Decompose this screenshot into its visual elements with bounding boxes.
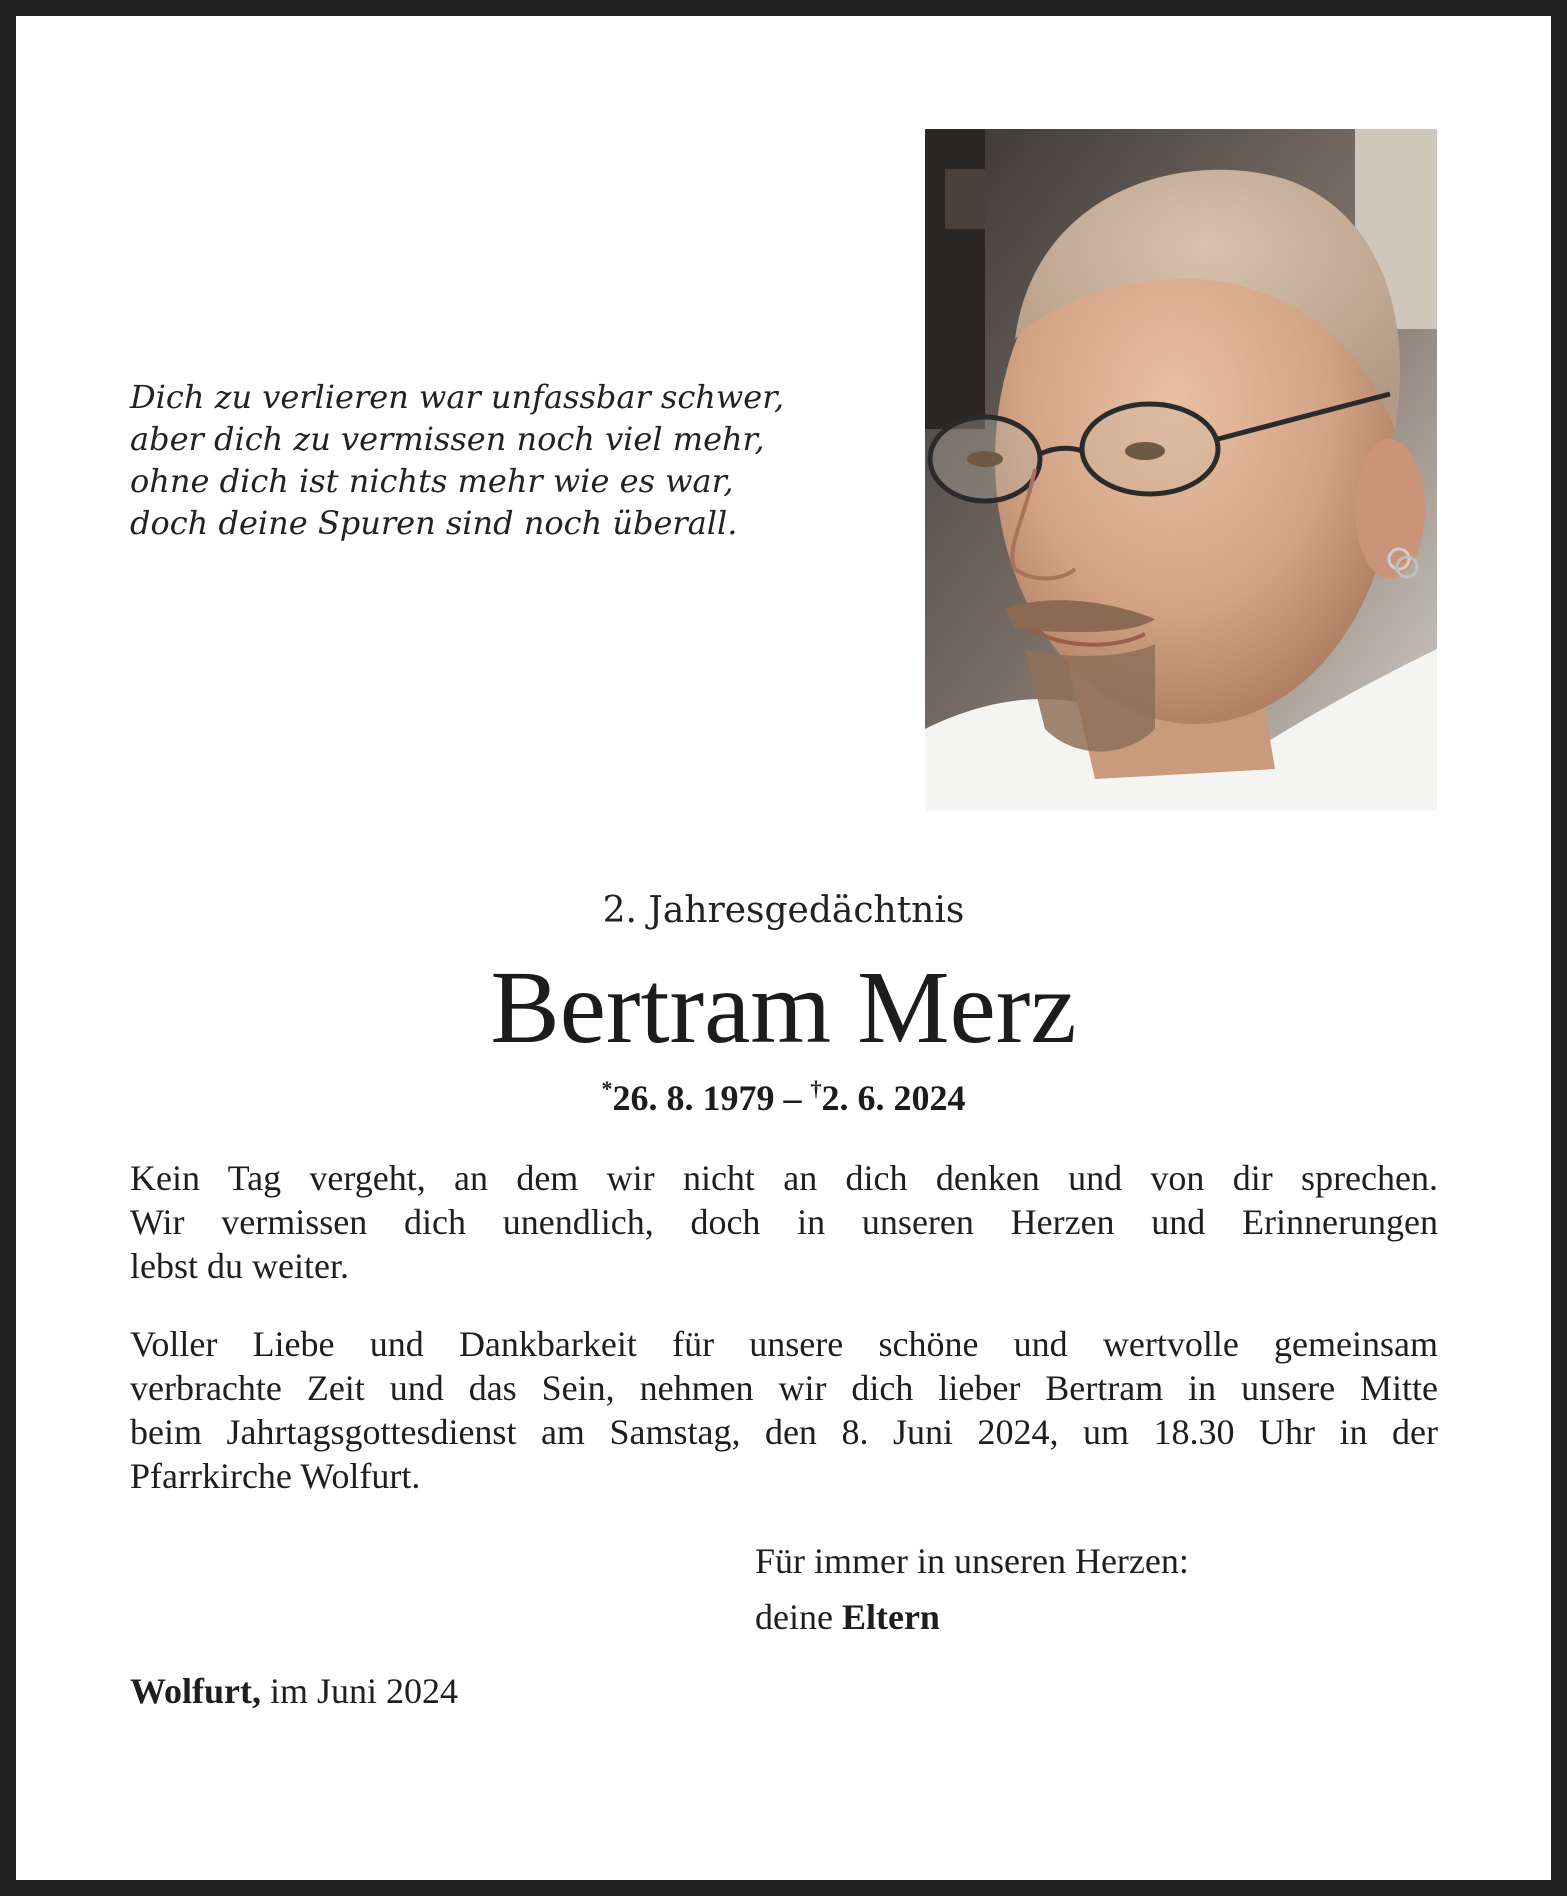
place-name: Wolfurt,	[130, 1671, 261, 1711]
poem-line: ohne dich ist nichts mehr wie es war,	[130, 462, 734, 500]
poem-line: doch deine Spuren sind noch überall.	[130, 504, 738, 542]
poem-line: Dich zu verlieren war unfassbar schwer,	[130, 378, 785, 416]
date-separator: –	[774, 1078, 811, 1118]
signature-prefix: deine	[755, 1597, 842, 1637]
paragraph-line: verbrachte Zeit und das Sein, nehmen wir dich lieber Bertram in unsere Mitte	[130, 1368, 1438, 1408]
notice-date: im Juni 2024	[261, 1671, 459, 1711]
memorial-paragraph-1	[130, 1156, 1438, 1288]
paragraph-line: Voller Liebe und Dankbarkeit für unsere schöne und wertvolle gemeinsam	[130, 1324, 1438, 1364]
closing-line: Für immer in unseren Herzen:	[755, 1541, 1189, 1581]
poem-line: aber dich zu vermissen noch viel mehr,	[130, 420, 765, 458]
birth-mark: *	[601, 1076, 613, 1101]
memorial-paragraph-2	[130, 1322, 1438, 1498]
paragraph-line: Kein Tag vergeht, an dem wir nicht an dich denken und von dir sprechen.	[130, 1158, 1438, 1198]
place-and-date	[130, 1670, 458, 1712]
life-dates	[0, 1076, 1567, 1119]
birth-date: 26. 8. 1979	[612, 1078, 775, 1118]
portrait-photo	[925, 129, 1437, 811]
memorial-poem	[130, 376, 850, 544]
paragraph-line: lebst du weiter.	[130, 1246, 349, 1286]
portrait-illustration	[925, 129, 1437, 811]
paragraph-line: Wir vermissen dich unendlich, doch in unseren Herzen und Erinnerungen	[130, 1202, 1438, 1242]
signature-line	[755, 1589, 1189, 1645]
paragraph-line: Pfarrkirche Wolfurt.	[130, 1456, 421, 1496]
signature-name: Eltern	[841, 1597, 940, 1637]
death-date: 2. 6. 2024	[821, 1078, 966, 1118]
occasion-heading: 2. Jahresgedächtnis	[602, 890, 965, 931]
closing-signature	[755, 1533, 1189, 1645]
paragraph-line: beim Jahrtagsgottesdienst am Samstag, den 8. Juni 2024, um 18.30 Uhr in der	[130, 1412, 1438, 1452]
deceased-name: Bertram Merz	[490, 950, 1077, 1065]
death-mark: †	[810, 1076, 822, 1101]
